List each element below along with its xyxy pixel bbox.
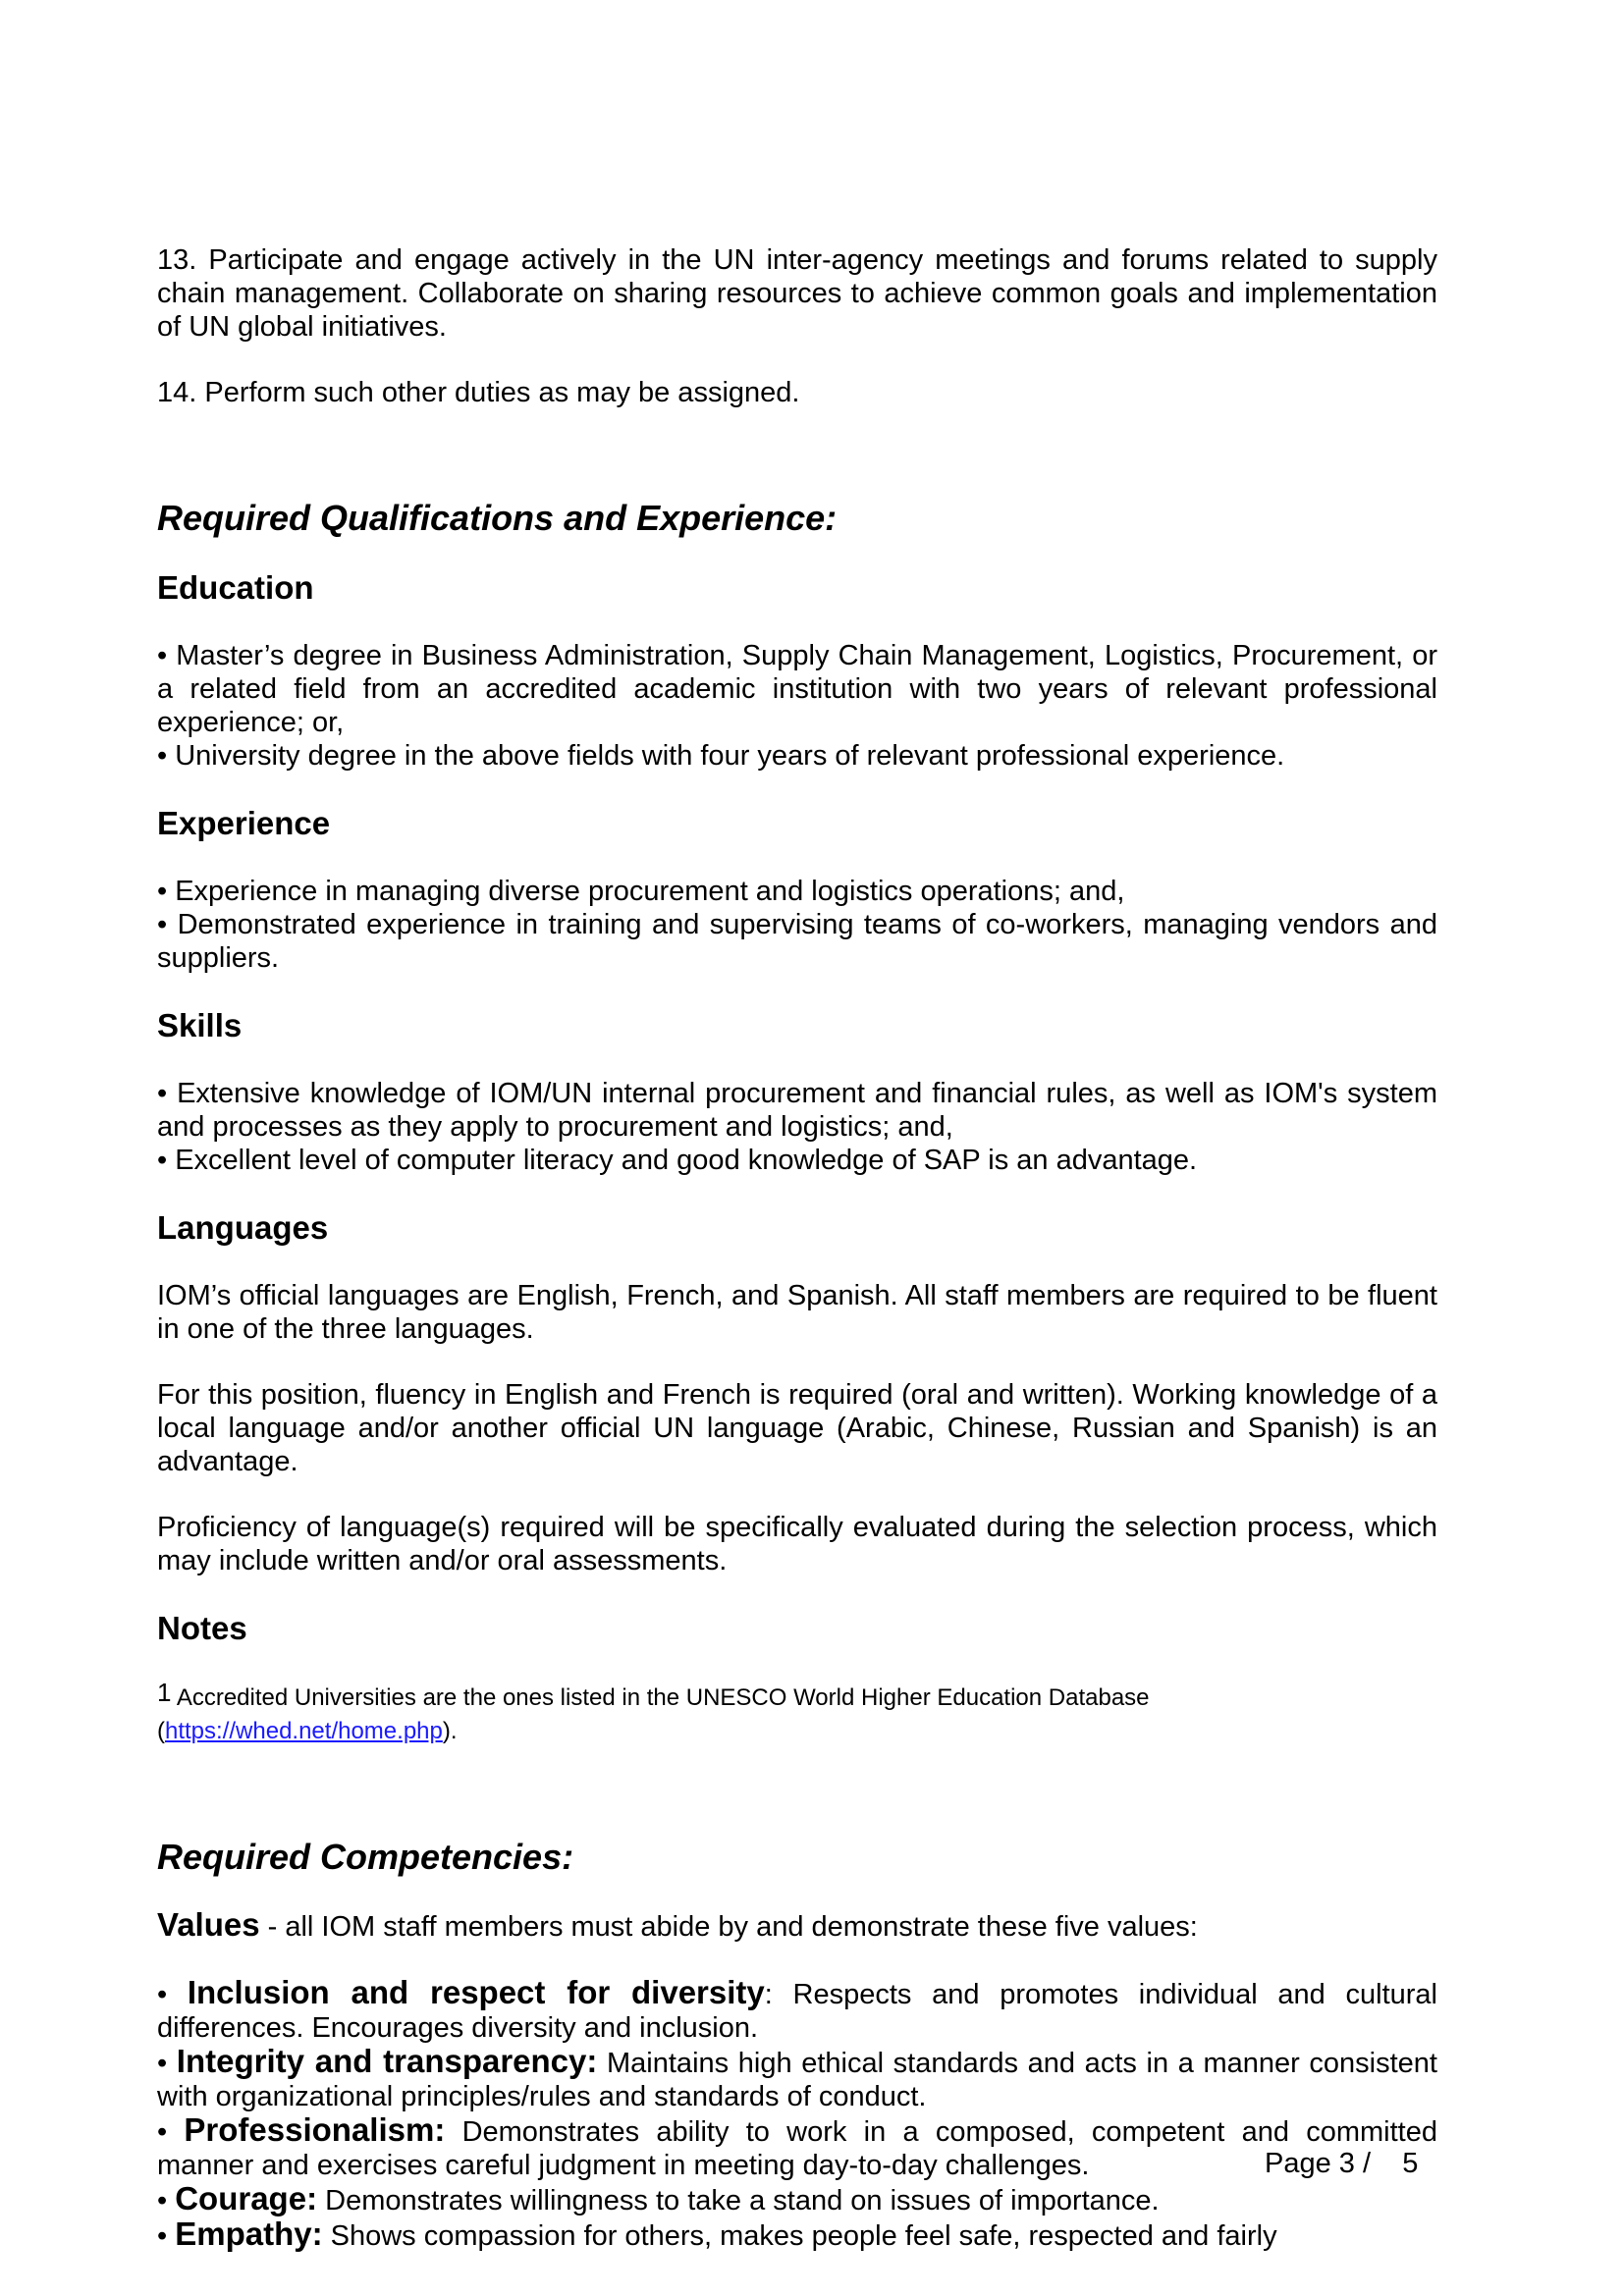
experience-heading: Experience [157, 805, 331, 841]
qualifications-heading: Required Qualifications and Experience: [157, 498, 838, 538]
whed-link[interactable]: https://whed.net/home.php [165, 1718, 443, 1744]
page-label: Page 3 / [1265, 2148, 1372, 2179]
value-text: Demonstrates willingness to take a stand on issues of importance. [317, 2185, 1160, 2216]
languages-heading: Languages [157, 1209, 329, 1246]
footnote-link-line [157, 1715, 1437, 1748]
value-name: Empathy: [175, 2216, 323, 2252]
education-heading: Education [157, 569, 314, 606]
value-name: Professionalism: [184, 2111, 446, 2148]
languages-para-3: Proficiency of language(s) required will be specifically evaluated during the selection process, which may include written and/or oral assessments. [157, 1512, 1437, 1576]
values-intro-text: - all IOM staff members must abide by and demonstrate these five values: [259, 1911, 1198, 1943]
value-item: • Professionalism: Demonstrates ability to work in a composed, competent and committed manner and exercises careful judgment in meeting day-to-day challenges. [157, 2111, 1437, 2181]
value-text: Maintains high ethical standards and acts in a manner consistent with organizational principles/rules and standards of conduct. [157, 2048, 1437, 2112]
duty-item-13: 13. Participate and engage actively in the UN inter-agency meetings and forums related to supply chain management. Collaborate on sharing resources to achieve common goals and implementation of UN global initiatives. [157, 244, 1437, 343]
value-text: Shows compassion for others, makes people feel safe, respected and fairly [322, 2220, 1277, 2252]
experience-bullet-2: • Demonstrated experience in training and supervising teams of co-workers, managing vendors and suppliers. [157, 909, 1437, 974]
values-intro [157, 1908, 1437, 1944]
education-bullet-2: • University degree in the above fields with four years of relevant professional experience. [157, 740, 1285, 772]
education-bullet-1: • Master’s degree in Business Administration, Supply Chain Management, Logistics, Procurement, or a related field from an accredited academic institution with two years of relevant professional experience; or, [157, 640, 1437, 738]
page-total: 5 [1402, 2148, 1419, 2179]
value-text: : Respects and promotes individual and cultural differences. Encourages diversity and inclusion. [157, 1979, 1437, 2044]
document-page [157, 243, 1437, 2253]
value-text: Demonstrates ability to work in a composed, competent and committed manner and exercises careful judgment in meeting day-to-day challenges. [157, 2116, 1437, 2181]
competencies-heading: Required Competencies: [157, 1837, 574, 1877]
value-item: • Inclusion and respect for diversity: Respects and promotes individual and cultural differences. Encourages diversity and inclusion. [157, 1974, 1437, 2044]
page-number [1265, 2147, 1418, 2180]
link-open-paren: ( [157, 1718, 165, 1744]
skills-bullet-2: • Excellent level of computer literacy and good knowledge of SAP is an advantage. [157, 1145, 1198, 1176]
languages-para-2: For this position, fluency in English and French is required (oral and written). Working knowledge of a local language and/or another official UN language (Arabic, Chinese, Russian and Spanish) is an advantage. [157, 1379, 1437, 1477]
value-item: • Integrity and transparency: Maintains high ethical standards and acts in a manner consistent with organizational principles/rules and standards of conduct. [157, 2043, 1437, 2112]
value-item: • Empathy: Shows compassion for others, makes people feel safe, respected and fairly [157, 2216, 1277, 2252]
value-name: Integrity and transparency: [176, 2043, 598, 2079]
footnote-text: Accredited Universities are the ones listed in the UNESCO World Higher Education Database [171, 1684, 1150, 1711]
value-name: Inclusion and respect for diversity [187, 1974, 765, 2010]
skills-heading: Skills [157, 1007, 243, 1043]
notes-heading: Notes [157, 1610, 247, 1646]
value-item: • Courage: Demonstrates willingness to take a stand on issues of importance. [157, 2180, 1160, 2216]
duty-item-14: 14. Perform such other duties as may be assigned. [157, 377, 800, 408]
values-list [157, 1976, 1437, 2253]
footnote-mark: 1 [157, 1678, 172, 1707]
link-close-paren: ). [442, 1718, 458, 1744]
values-label: Values [157, 1906, 260, 1943]
experience-bullet-1: • Experience in managing diverse procurement and logistics operations; and, [157, 876, 1125, 907]
footnote [157, 1680, 1437, 1715]
skills-bullet-1: • Extensive knowledge of IOM/UN internal procurement and financial rules, as well as IOM's system and processes as they apply to procurement and logistics; and, [157, 1078, 1437, 1143]
value-name: Courage: [175, 2180, 318, 2216]
languages-para-1: IOM’s official languages are English, French, and Spanish. All staff members are required to be fluent in one of the three languages. [157, 1280, 1437, 1345]
